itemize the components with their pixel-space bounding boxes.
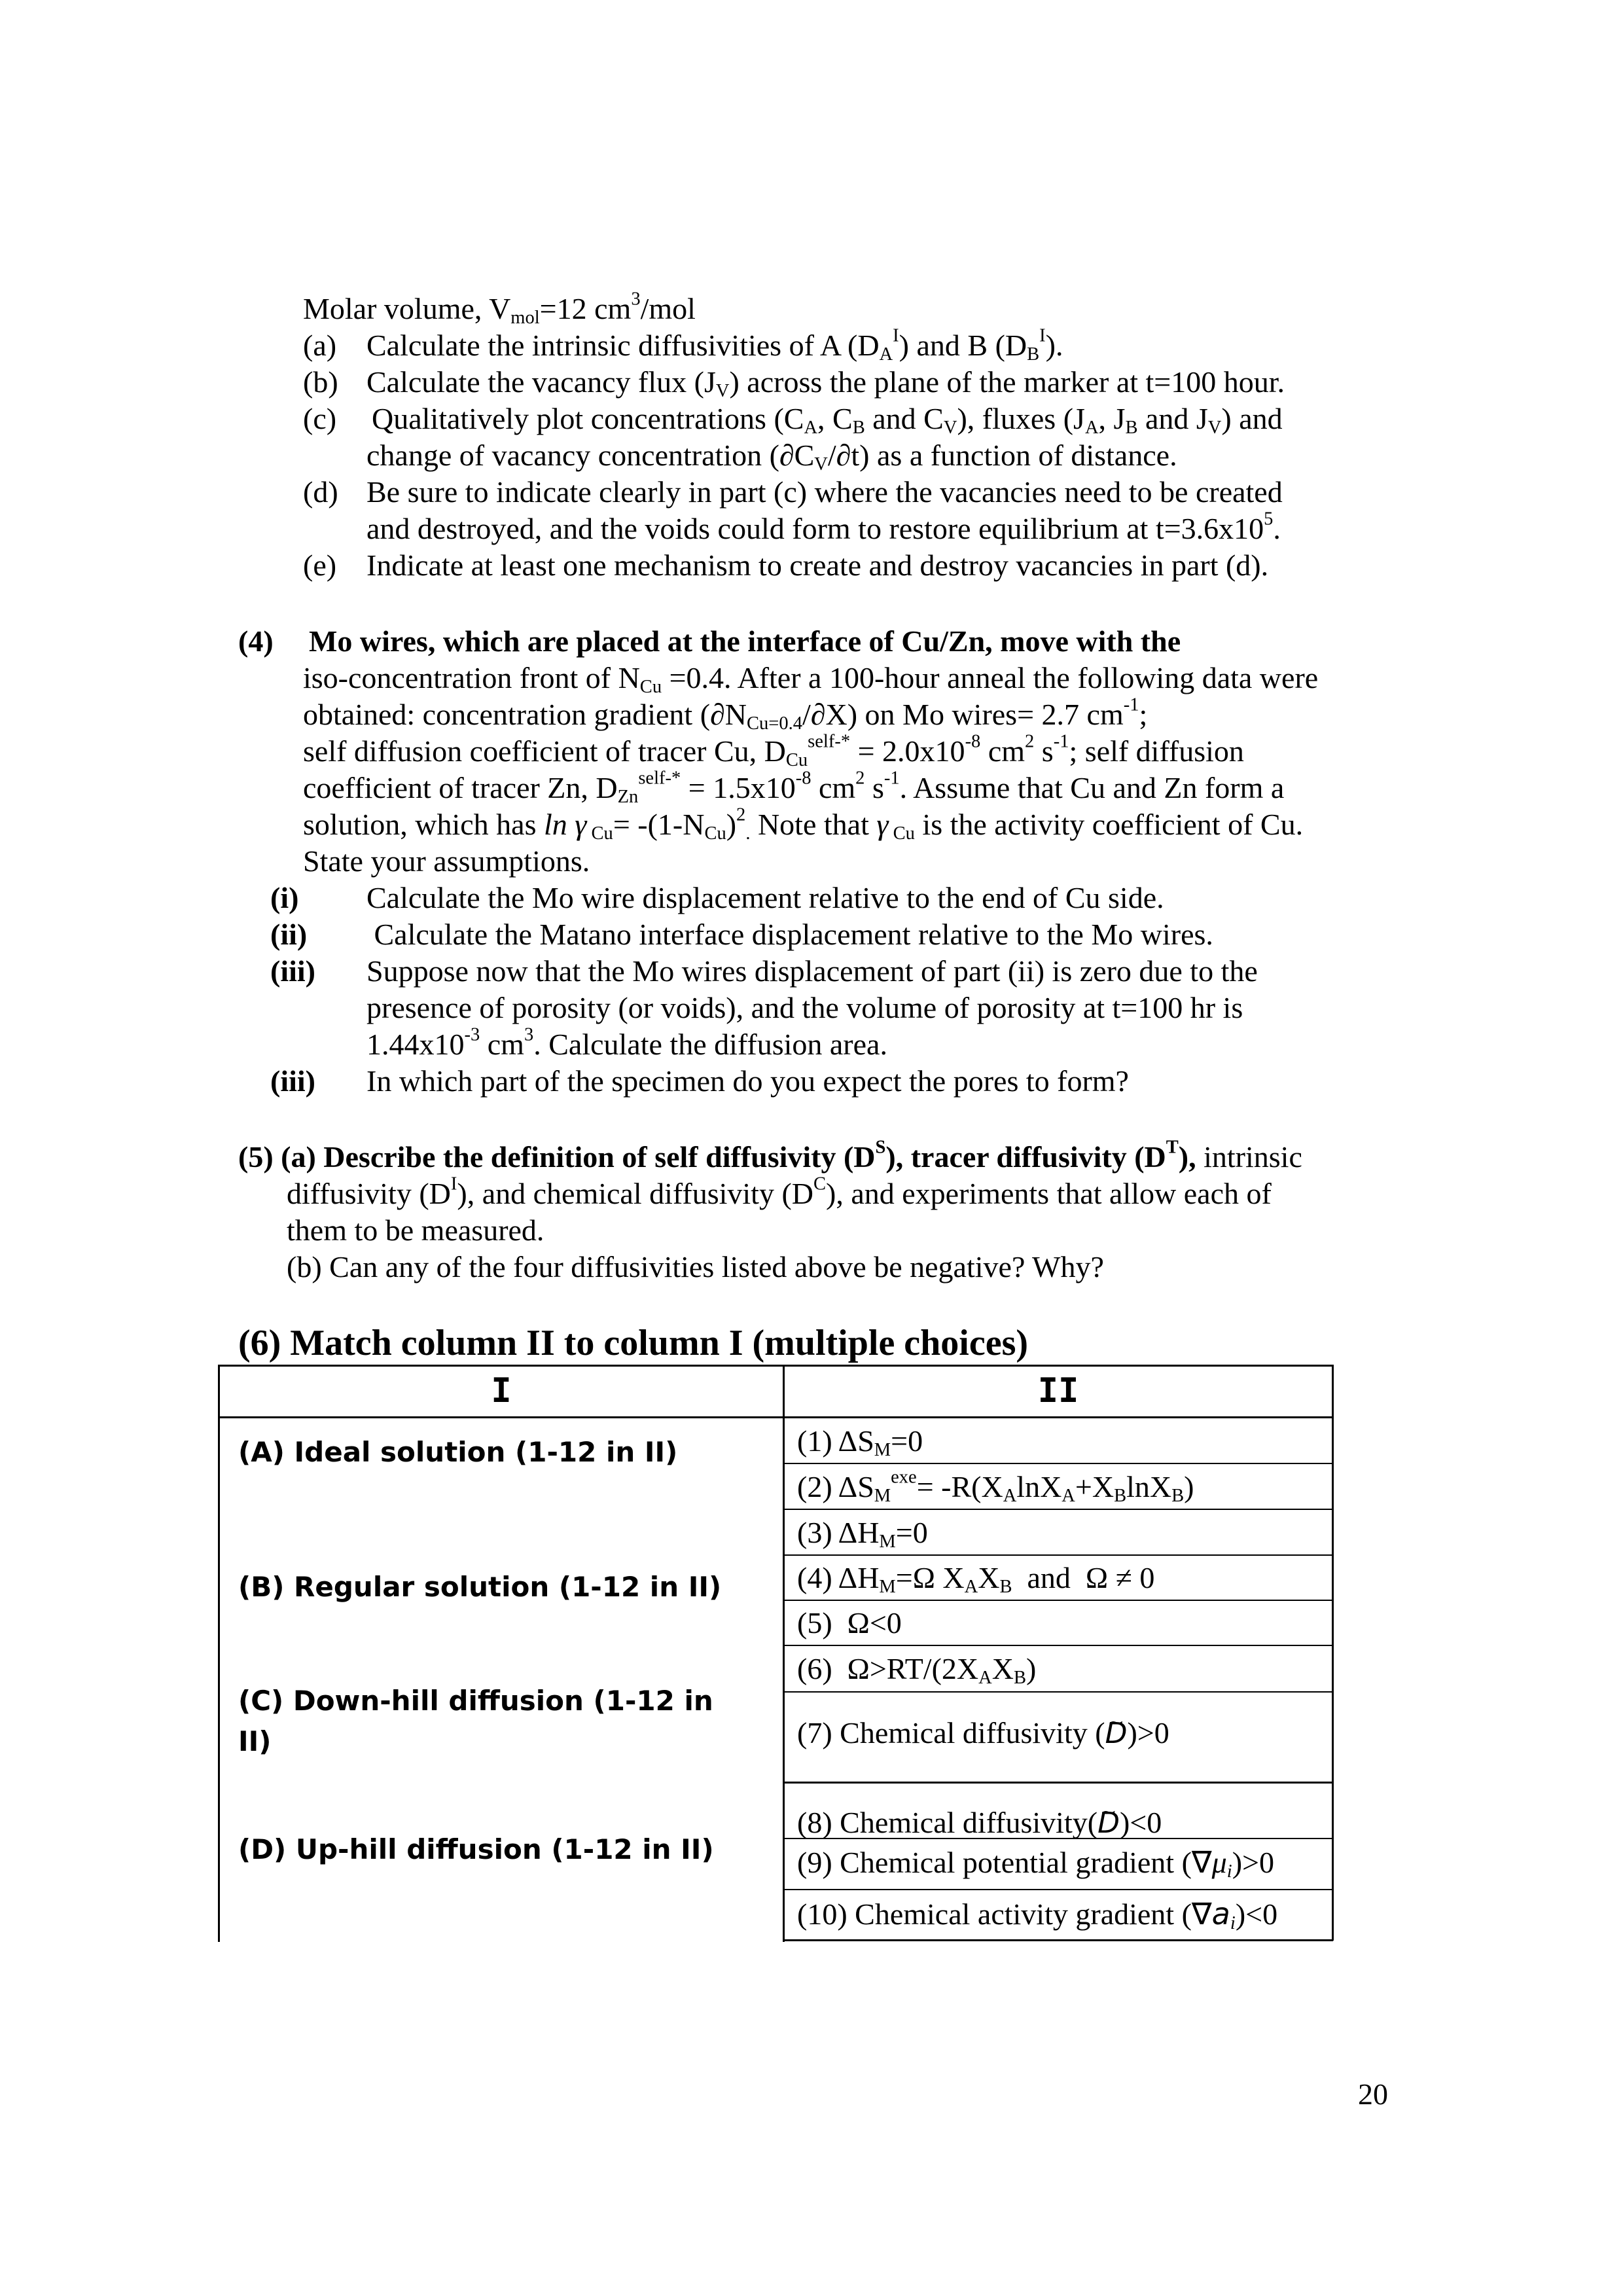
column-header-II: II [1037, 1371, 1079, 1410]
item-d: (d) Be sure to indicate clearly in part (c) where the vacancies need to be created [303, 475, 1283, 509]
column-I-item-A: (A) Ideal solution (1-12 in II) [238, 1436, 678, 1468]
table-column-divider [783, 1365, 785, 1942]
q5-line1: (5) (a) Describe the definition of self diffusivity $(D^S)$, tracer diffusivity $(D^T)$, intrinsic [238, 1137, 1302, 1174]
column-II-item-6: (6) $\Omega>RT/(2X_AX_B)$ [797, 1652, 1037, 1689]
column-II-item-9: (9) Chemical potential gradient $(\nabla\mu_i)>0$ [797, 1846, 1274, 1882]
column-II-item-3: (3) $\Delta H_M=0$ [797, 1516, 928, 1552]
q4-sub-iii: (iii) Suppose now that the Mo wires displacement of part (ii) is zero due to the [270, 954, 1258, 988]
q5-line4: (b) Can any of the four diffusivities listed above be negative? Why? [287, 1250, 1104, 1283]
q4-line5: coefficient of tracer Zn, $D_{Zn}^{self-*} = 1.5x10^{-8}$ $cm^2$ $s^{-1}$. Assume that Cu and Zn form a [303, 768, 1285, 808]
table-right-border [1332, 1365, 1334, 1941]
item-c-line2: change of vacancy concentration $(\partial C_V/\partial t)$ as a function of distance. [366, 439, 1177, 475]
q4-sub-iii-line2: presence of porosity (or voids), and the volume of porosity at t=100 hr is [366, 991, 1243, 1024]
row-divider [783, 1645, 1333, 1646]
column-II-item-5: (5) Ω<0 [797, 1606, 902, 1640]
d-tilde-symbol: ~ D [1105, 1715, 1128, 1752]
q6-title: (6) Match column II to column I (multiple choices) [238, 1323, 1029, 1363]
table-left-border [218, 1365, 220, 1942]
item-d-line2: and destroyed, and the voids could form to restore equilibrium at $t=3.6x10^5$. [366, 509, 1281, 545]
q4-sub-iv: (iii) In which part of the specimen do you expect the pores to form? [270, 1064, 1129, 1098]
item-a: (a) Calculate the intrinsic diffusivities of A $(D_A^I)$ and B $(D_B^I)$. [303, 325, 1063, 365]
column-II-item-1: (1) $\Delta S_M=0$ [797, 1424, 923, 1461]
row-divider [783, 1554, 1333, 1556]
q4-line2: iso-concentration front of $N_{Cu} =0.4$. After a 100-hour anneal the following data were [303, 661, 1319, 698]
column-I-item-C: (C) Down-hill diffusion (1-12 in [238, 1685, 713, 1717]
column-I-item-D: (D) Up-hill diffusion (1-12 in II) [238, 1833, 714, 1865]
column-I-item-B: (B) Regular solution (1-12 in II) [238, 1571, 722, 1603]
column-II-item-2: (2) $\Delta S_M^{exe}= -R(X_A\ln X_A+X_B\ln X_B)$ [797, 1467, 1194, 1507]
column-II-item-7: (7) Chemical diffusivity (~ D)>0 [797, 1715, 1169, 1752]
q4-sub-ii: (ii) Calculate the Matano interface displacement relative to the Mo wires. [270, 918, 1213, 951]
table-bottom-border [783, 1939, 1333, 1941]
column-II-item-10: (10) Chemical activity gradient $(\nabla a_i)<0$ [797, 1896, 1278, 1934]
table-top-border [218, 1365, 1333, 1367]
q4-sub-iii-line3: $1.44x10^{-3}$ $cm^3$. Calculate the diffusion area. [366, 1024, 887, 1061]
column-header-I: I [491, 1371, 512, 1410]
q4-heading: (4) Mo wires, which are placed at the interface of Cu/Zn, move with the [238, 624, 1181, 658]
row-divider [783, 1782, 1333, 1784]
table-header-divider [218, 1416, 1333, 1418]
d-tilde-symbol: ~ D [1097, 1805, 1120, 1842]
item-c: (c) Qualitatively plot concentrations ($C_A$, $C_B$ and $C_V$), fluxes ($J_A$, $J_B$ and $J_V$) and [303, 402, 1283, 439]
row-divider [783, 1691, 1333, 1693]
row-divider [783, 1600, 1333, 1601]
row-divider [783, 1463, 1333, 1464]
q5-line2: diffusivity $(D^I)$, and chemical diffusivity $(D^C)$, and experiments that allow each of [287, 1174, 1272, 1210]
item-b: (b) Calculate the vacancy flux $(J_V)$ across the plane of the marker at t=100 hour. [303, 365, 1285, 402]
row-divider [783, 1889, 1333, 1890]
row-divider [783, 1509, 1333, 1510]
q4-line6: solution, which has ln γ $_{Cu}= -(1-N_{Cu})^2_.$ Note that γ $_{Cu}$ is the activity coefficient of Cu. [303, 804, 1304, 844]
column-II-item-4: (4) $\Delta H_M=\Omega$ $X_AX_B$ and Ω ≠ 0 [797, 1561, 1155, 1598]
page-number: 20 [1358, 2077, 1388, 2111]
column-I-item-C-cont: II) [238, 1725, 272, 1757]
item-e: (e) Indicate at least one mechanism to create and destroy vacancies in part (d). [303, 548, 1269, 582]
q4-sub-i: (i) Calculate the Mo wire displacement relative to the end of Cu side. [270, 881, 1164, 914]
column-II-item-8: (8) Chemical diffusivity(~ D)<0 [797, 1804, 1162, 1842]
q5-line3: them to be measured. [287, 1213, 544, 1247]
q4-line3: obtained: concentration gradient $(\partial N_{Cu=0.4}/\partial X)$ on Mo wires= 2.7 $cm^{-1}$; [303, 694, 1148, 734]
molar-volume-line: Molar volume, $V_{mol}=12$ $cm^3$/mol [303, 289, 696, 329]
q4-line7: State your assumptions. [303, 844, 590, 878]
q4-line4: self diffusion coefficient of tracer Cu, $D_{Cu}^{self-*} = 2.0x10^{-8}$ $cm^2$ $s^{-1}$; self diffusion [303, 731, 1244, 771]
